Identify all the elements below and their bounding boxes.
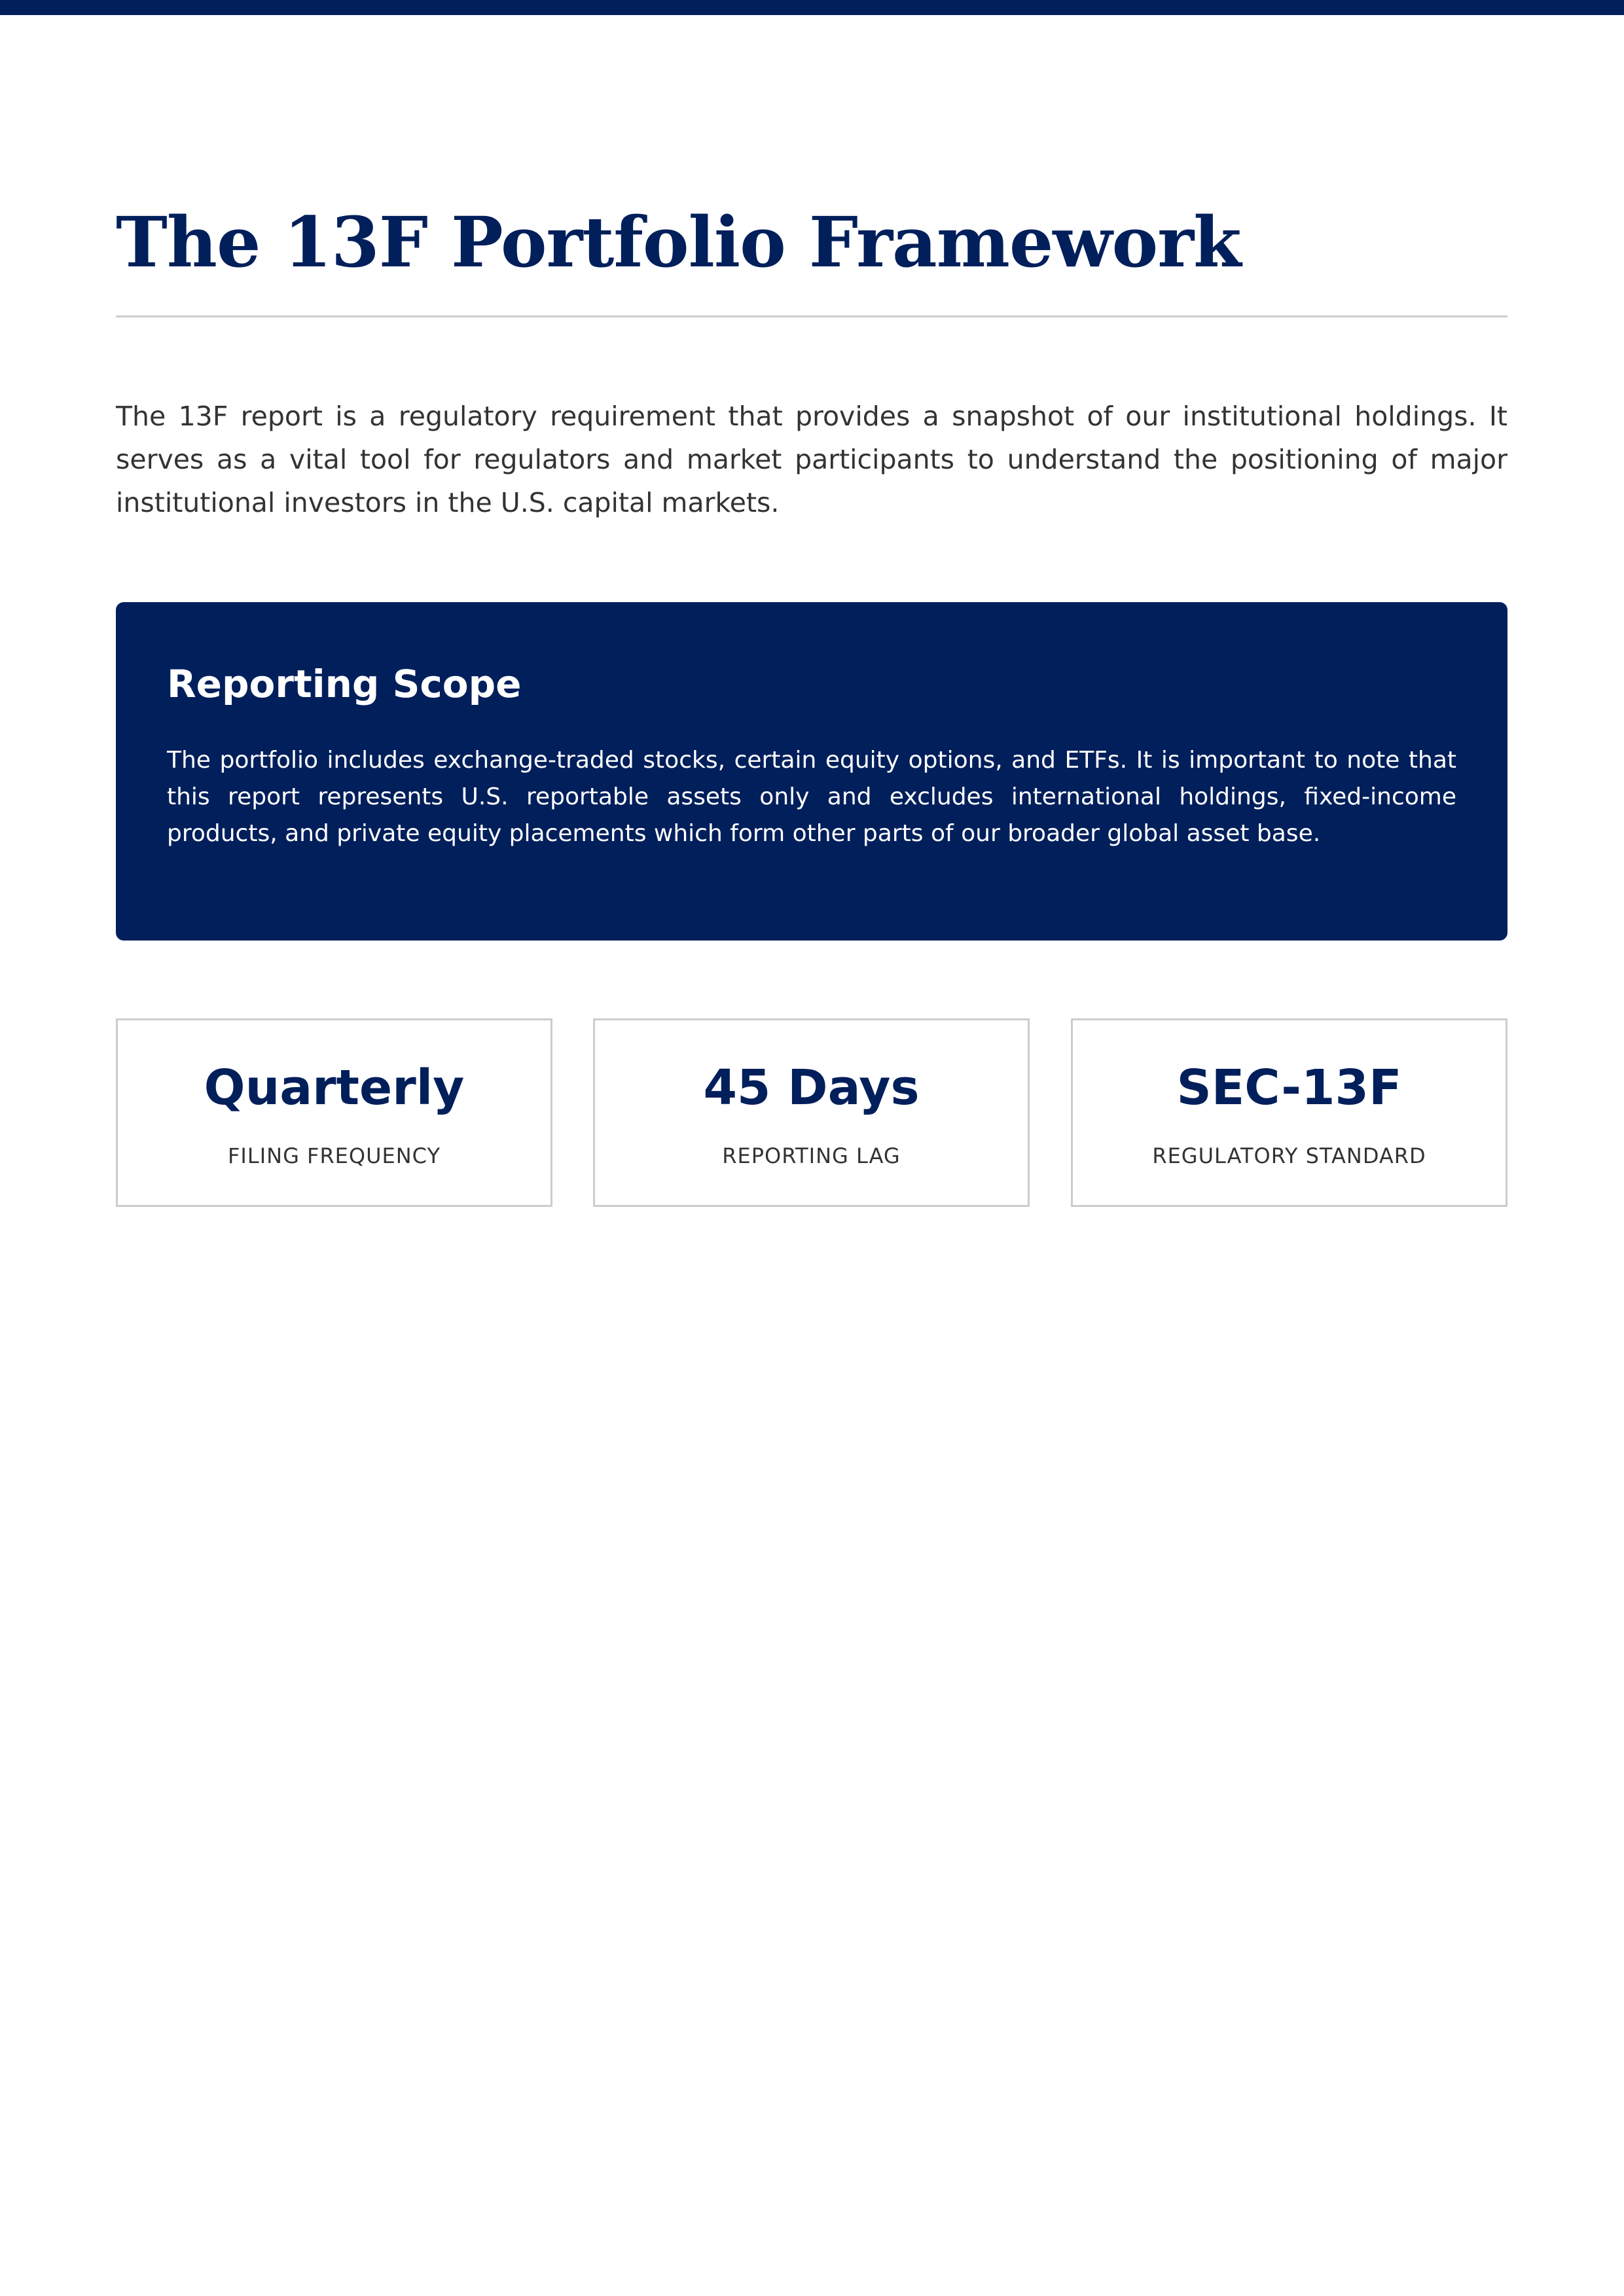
key-stats-row bbox=[116, 1018, 1507, 1207]
stat-card-reporting-lag bbox=[593, 1018, 1030, 1207]
top-accent-bar bbox=[0, 0, 1624, 15]
stat-label: REPORTING LAG bbox=[722, 1143, 901, 1168]
stat-label: FILING FREQUENCY bbox=[228, 1143, 441, 1168]
page-title: The 13F Portfolio Framework bbox=[116, 201, 1241, 283]
stat-label: REGULATORY STANDARD bbox=[1152, 1143, 1426, 1168]
reporting-scope-text: The portfolio includes exchange-traded stocks, certain equity options, and ETFs. It is important to note that this report represents U.S. reportable assets only and excludes international holdings, fixed-income products, and private equity placements which form other parts of our broader global asset base. bbox=[167, 747, 1456, 847]
stat-card-regulatory-standard bbox=[1071, 1018, 1507, 1207]
stat-card-filing-frequency bbox=[116, 1018, 552, 1207]
stat-value: SEC-13F bbox=[1176, 1060, 1402, 1116]
intro-paragraph: The 13F report is a regulatory requirement that provides a snapshot of our institutional holdings. It serves as a vital tool for regulators and market participants to understand the positioning of major institutional investors in the U.S. capital markets. bbox=[116, 401, 1507, 518]
reporting-scope-heading: Reporting Scope bbox=[167, 662, 522, 706]
stat-value: 45 Days bbox=[703, 1060, 920, 1116]
title-divider bbox=[116, 315, 1507, 317]
reporting-scope-panel bbox=[116, 602, 1507, 941]
stat-value: Quarterly bbox=[204, 1060, 465, 1116]
